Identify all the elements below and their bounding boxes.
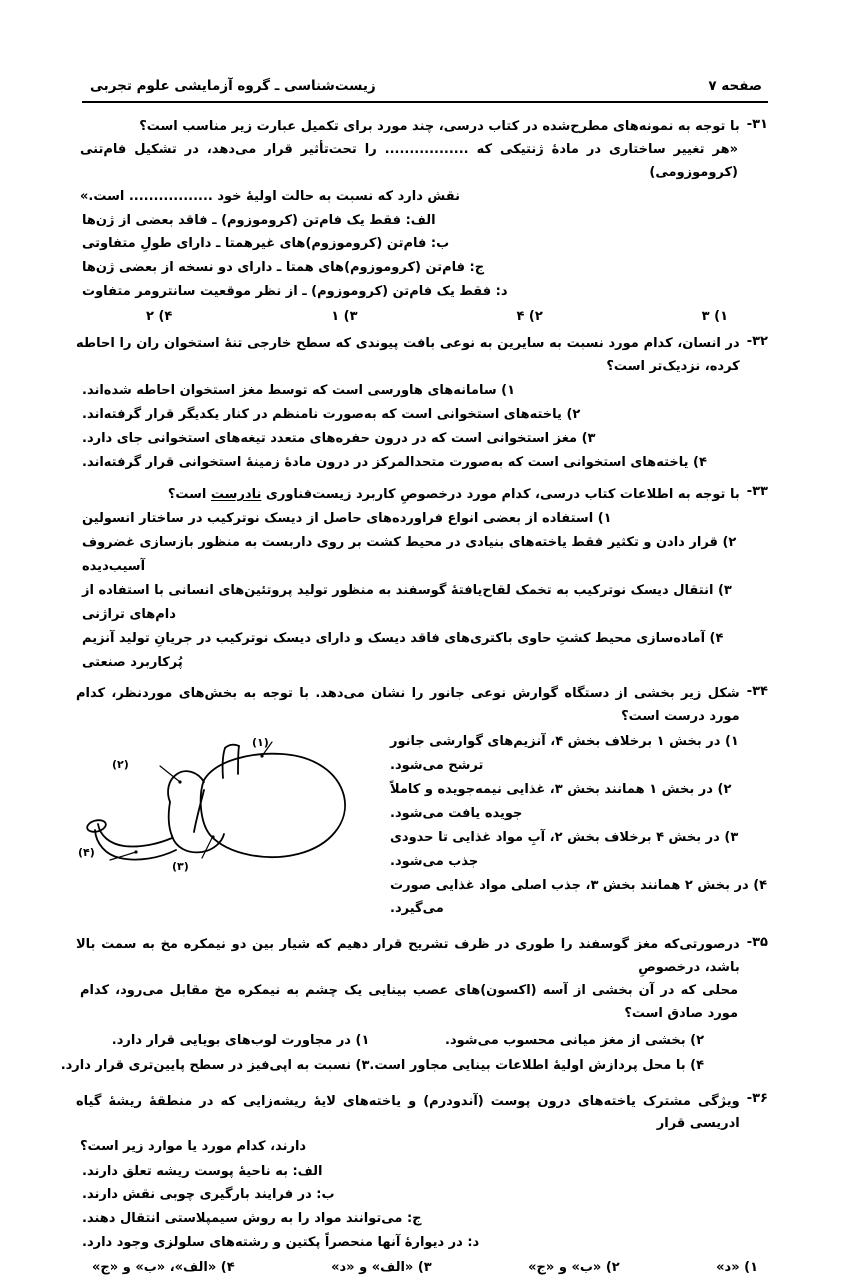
- question-32-head: [76, 333, 768, 378]
- option-1[interactable]: ۱) استفاده از بعضی انواع فراورده‌های حاصل از دیسک نوترکیب در ساختار انسولین: [82, 511, 612, 527]
- page-number-label: صفحه ۷: [708, 78, 762, 94]
- option-4[interactable]: ۴) با محل پردازش اولیهٔ اطلاعات بینایی مجاور است.: [369, 1057, 704, 1073]
- option-2[interactable]: ۲) بخشی از مغز میانی محسوب می‌شود.: [445, 1033, 704, 1049]
- question-33-options: [76, 507, 768, 674]
- figure-label-3: (۳): [172, 860, 189, 874]
- figure-label-2: (۲): [112, 758, 129, 772]
- question-32-number: ۳۲-: [746, 333, 768, 349]
- question-31-passage-line-2: نقش دارد که نسبت به حالت اولیهٔ خود ................. است.»: [80, 188, 461, 204]
- question-31-number: ۳۱-: [746, 116, 768, 132]
- question-35-head: [76, 934, 768, 979]
- question-31-head: [76, 116, 768, 138]
- sub-item-jim: ج: می‌توانند مواد را به روش سیمپلاستی انتقال دهند.: [82, 1210, 422, 1226]
- option-3[interactable]: ۳) نسبت به اپی‌فیز در سطح پایین‌تری قرار دارد.: [60, 1057, 370, 1073]
- option-1[interactable]: ۱) ۳: [701, 309, 728, 325]
- option-2[interactable]: ۲) در بخش ۱ همانند بخش ۳، غذایی نیمه‌جویده و کاملاً جویده یافت می‌شود.: [390, 781, 732, 821]
- option-4[interactable]: ۴) یاخته‌های استخوانی است که به‌صورت متحدالمرکز در درون مادهٔ زمینهٔ استخوانی قرار گرفته‌اند.: [82, 454, 707, 470]
- option-4[interactable]: ۴) «الف»، «ب» و «ج»: [92, 1260, 235, 1275]
- question-33-stem: [76, 484, 740, 506]
- question-31-options: [76, 309, 768, 324]
- option-4[interactable]: ۴) ۲: [146, 309, 173, 325]
- figure-label-1: (۱): [252, 736, 269, 750]
- sub-item-dal: د: فقط یک فام‌تن (کروموزوم) ـ از نظر موقعیت سانترومر متفاوت: [82, 283, 508, 299]
- option-1[interactable]: ۱) در مجاورت لوب‌های بویایی قرار دارد.: [111, 1033, 370, 1049]
- question-33-stem-emphasis: نادرست: [210, 486, 262, 502]
- question-36: [76, 1091, 768, 1275]
- question-33-stem-part-1: با توجه به اطلاعات کتاب درسی، کدام مورد درخصوصِ کاربرد زیست‌فناوری: [261, 486, 740, 502]
- option-3[interactable]: ۳) «الف» و «د»: [331, 1260, 432, 1275]
- option-2[interactable]: ۲) یاخته‌های استخوانی است که به‌صورت نامنظم در کنار یکدیگر قرار گرفته‌اند.: [82, 406, 581, 422]
- question-36-stem-line-1: ویژگی مشترک یاخته‌های درون پوست (آندودرم) و یاخته‌های لایهٔ ریشه‌زایی که در منطقهٔ ریشهٔ گیاه ادریسی قرار: [76, 1093, 740, 1132]
- option-3[interactable]: ۳) انتقال دیسک نوترکیب به تخمک لقاح‌یافتهٔ گوسفند به منظور تولید پروتئین‌های انسانی با استفاده از دام‌های تراژنی: [82, 582, 732, 622]
- option-4[interactable]: ۴) آماده‌سازی محیط کشتِ حاوی باکتری‌های فاقد دیسک و دارای دیسک نوترکیب در جریانِ تولید آنزیم پُرکاربرد صنعتی: [82, 630, 724, 670]
- option-1[interactable]: ۱) «د»: [716, 1260, 758, 1275]
- question-34-head: [76, 683, 768, 728]
- option-3[interactable]: ۳) مغز استخوانی است که در درون حفره‌های متعدد تیغه‌های استخوانی جای دارد.: [82, 430, 596, 446]
- page-header: [60, 68, 790, 94]
- option-1[interactable]: ۱) در بخش ۱ برخلاف بخش ۴، آنزیم‌های گوارشی جانور ترشح می‌شود.: [390, 734, 739, 774]
- option-2[interactable]: ۲) ۴: [516, 309, 543, 325]
- question-36-number: ۳۶-: [746, 1091, 768, 1107]
- questions-container: [60, 116, 790, 1275]
- question-34-stem: شکل زیر بخشی از دستگاه گوارش نوعی جانور را نشان می‌دهد. با توجه به بخش‌های موردنظر، کدام مورد درست است؟: [76, 686, 740, 724]
- sub-item-jim: ج: فام‌تن (کروموزوم)های همتا ـ دارای دو نسخه از بعضی ژن‌ها: [82, 260, 485, 276]
- option-4[interactable]: ۴) در بخش ۲ همانند بخش ۳، جذب اصلی مواد غذایی صورت می‌گیرد.: [390, 877, 768, 917]
- option-1[interactable]: ۱) سامانه‌های هاورسی است که توسط مغز استخوان احاطه شده‌اند.: [82, 383, 516, 399]
- question-34-body: [76, 730, 768, 921]
- option-2[interactable]: ۲) قرار دادن و تکثیر فقط یاخته‌های بنیادی در محیط کشت بر روی داربست به منظور بازسازی غضروف آسیب‌دیده: [82, 534, 737, 574]
- sub-item-alef: الف: فقط یک فام‌تن (کروموزوم) ـ فاقد بعضی از ژن‌ها: [82, 212, 436, 228]
- question-33: [76, 484, 768, 675]
- question-33-stem-part-2: است؟: [167, 486, 211, 502]
- leader-dots: [134, 755, 263, 854]
- question-36-sub-items: [76, 1160, 768, 1255]
- question-34-number: ۳۴-: [746, 683, 768, 699]
- sub-item-be: ب: فام‌تن (کروموزوم)های غیرهمتا ـ دارای طولِ متفاوتی: [82, 236, 450, 252]
- question-32-options: [76, 379, 768, 475]
- sub-item-dal: د: در دیوارهٔ آنها منحصراً پکتین و رشته‌های سلولزی وجود دارد.: [82, 1234, 480, 1250]
- question-35-number: ۳۵-: [746, 934, 768, 950]
- header-subject-title: زیست‌شناسی ـ گروه آزمایشی علوم تجربی: [90, 78, 376, 94]
- question-31-sub-items: [76, 209, 768, 304]
- figure-label-4: (۴): [78, 846, 95, 860]
- question-31: [76, 116, 768, 324]
- digestive-tract-drawing: [76, 734, 376, 876]
- question-35-stem-line-1: درصورتی‌که مغز گوسفند را طوری در ظرف تشریح قرار دهیم که شیار بین دو نیمکره مخ به سمت بالا باشد، درخصوصِ: [76, 937, 740, 975]
- sub-item-be: ب: در فرایند بارگیری چوبی نقش دارند.: [82, 1187, 335, 1203]
- option-2[interactable]: ۲) «ب» و «ج»: [528, 1260, 620, 1275]
- option-3[interactable]: ۳) ۱: [331, 309, 358, 325]
- question-36-head: [76, 1091, 768, 1136]
- question-34: [76, 683, 768, 921]
- question-33-head: [76, 484, 768, 506]
- header-divider: [82, 101, 768, 103]
- option-3[interactable]: ۳) در بخش ۴ برخلاف بخش ۲، آبِ مواد غذایی تا حدودی جذب می‌شود.: [390, 829, 739, 869]
- question-36-stem-line-2: دارند، کدام مورد یا موارد زیر است؟: [80, 1139, 307, 1155]
- question-33-number: ۳۳-: [746, 484, 768, 500]
- question-32-stem: در انسان، کدام مورد نسبت به سایرین به نوعی بافت پیوندی که سطح خارجی تنهٔ استخوان ران را احاطه کرده، نزدیک‌تر است؟: [76, 336, 740, 374]
- question-34-options: [380, 730, 768, 921]
- question-32: [76, 333, 768, 474]
- question-31-passage-line-1: «هر تغییر ساختاری در مادهٔ ژنتیکی که ................. را تحت‌تأثیر قرار می‌دهد، در تشکیل فام‌تنی (کروموزومی): [80, 142, 738, 181]
- question-35-options: [60, 1029, 768, 1077]
- question-36-options: [76, 1260, 768, 1275]
- question-35: [60, 934, 768, 1077]
- animal-digestive-tract-diagram: [76, 734, 376, 876]
- question-31-stem: با توجه به نمونه‌های مطرح‌شده در کتاب درسی، چند مورد برای تکمیل عبارت زیر مناسب است؟: [139, 119, 740, 134]
- question-35-stem-line-2: محلی که در آن بخشی از آسه (اکسون)های عصب بینایی یک چشم به نیمکره مخ مقابل می‌رود، کدام مورد صادق است؟: [80, 983, 738, 1022]
- sub-item-alef: الف: به ناحیهٔ پوست ریشه تعلق دارند.: [82, 1163, 323, 1179]
